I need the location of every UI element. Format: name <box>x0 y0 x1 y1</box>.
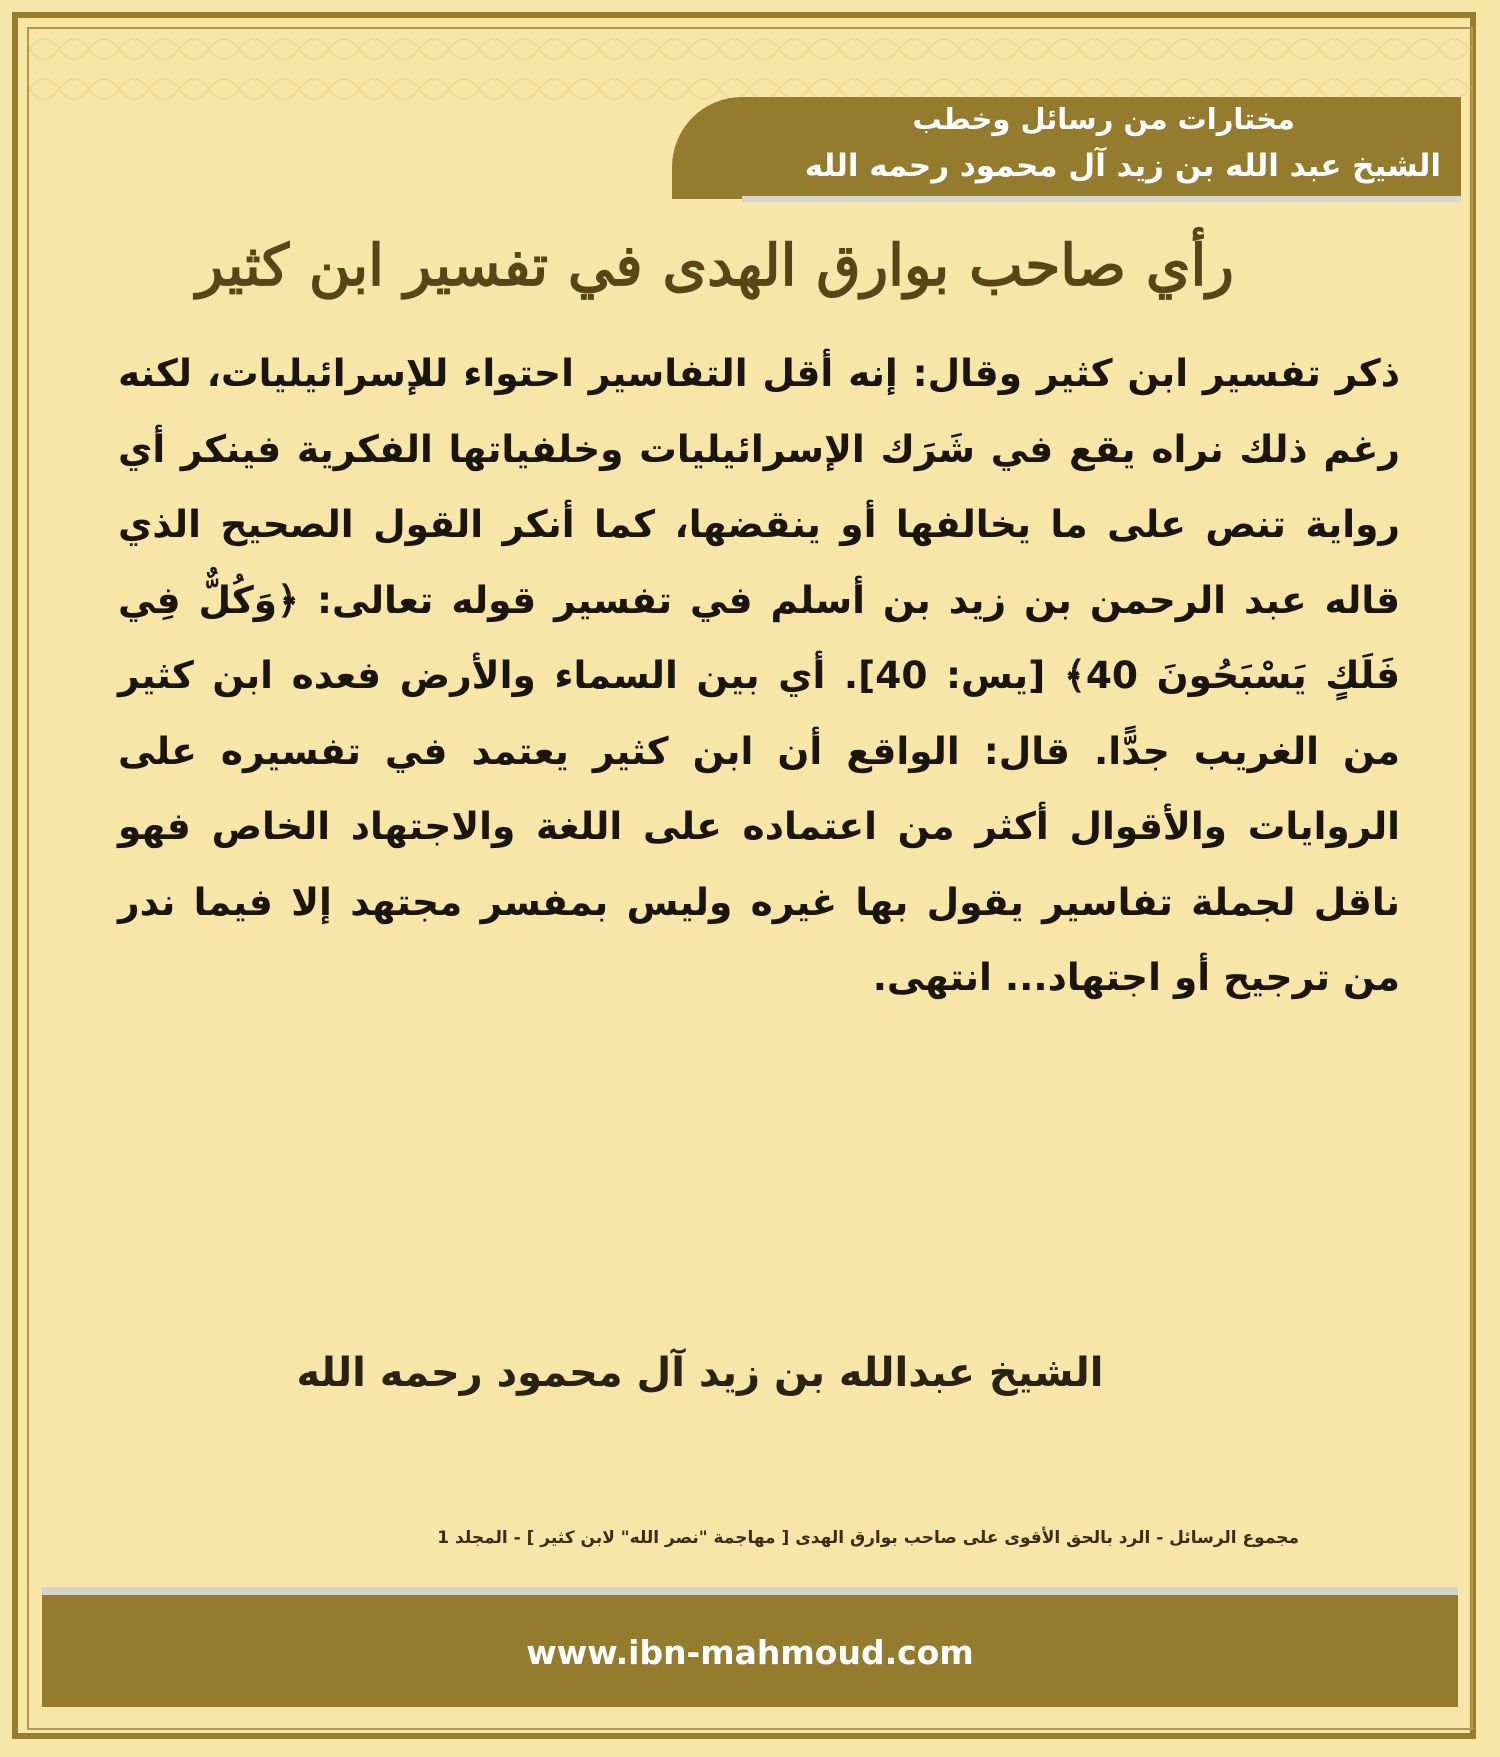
header-author: الشيخ عبد الله بن زيد آل محمود رحمه الله <box>804 148 1441 184</box>
article-title: رأي صاحب بوارق الهدى في تفسير ابن كثير <box>196 232 1234 299</box>
header-shadow <box>742 196 1461 202</box>
author-signature: الشيخ عبدالله بن زيد آل محمود رحمه الله <box>296 1350 1104 1396</box>
footer-band <box>42 1595 1458 1707</box>
header-series-title: مختارات من رسائل وخطب <box>912 102 1295 136</box>
source-citation: مجموع الرسائل - الرد بالحق الأقوى على صاحب بوارق الهدى [ مهاجمة "نصر الله" لابن كثير ] - المجلد 1 <box>437 1528 1299 1548</box>
footer-shadow <box>42 1587 1458 1595</box>
article-body: ذكر تفسير ابن كثير وقال: إنه أقل التفاسير احتواء للإسرائيليات، لكنه رغم ذلك نراه يقع في شَرَك الإسرائيليات وخلفياتها الفكرية فينكر أي رواية تنص على ما يخالفها أو ينقضها، كما أنكر القول الصحيح الذي قاله عبد الرحمن بن زيد بن أسلم في تفسير قوله تعالى: ﴿وَكُلٌّ فِي فَلَكٍ يَسْبَحُونَ 40﴾ [يس: 40]. أي بين السماء والأرض فعده ابن كثير من الغريب جدًّا. قال: الواقع أن ابن كثير يعتمد في تفسيره على الروايات والأقوال أكثر من اعتماده على اللغة والاجتهاد الخاص فهو ناقل لجملة تفاسير يقول بها غيره وليس بمفسر مجتهد إلا فيما ندر من ترجيح أو اجتهاد... انتهى. <box>118 351 1401 999</box>
website-link[interactable]: www.ibn-mahmoud.com <box>526 1633 974 1672</box>
